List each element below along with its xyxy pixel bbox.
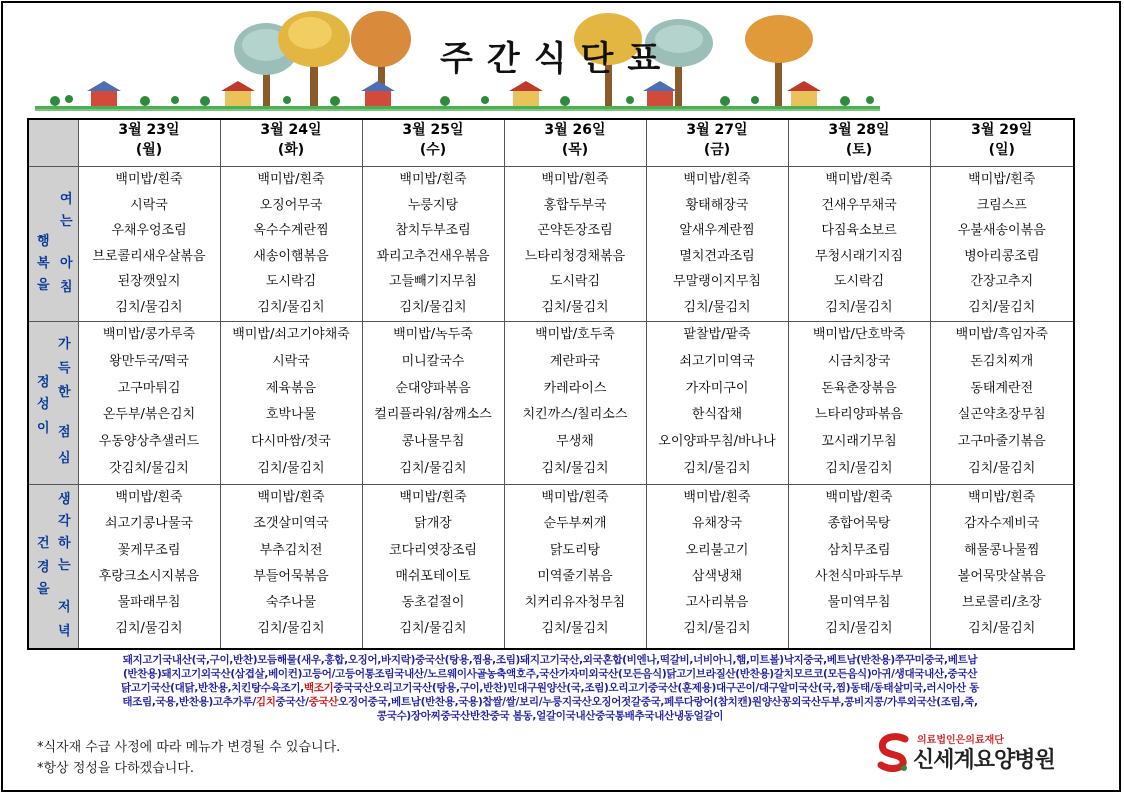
menu-item: 백미밥/녹두죽 [393, 327, 473, 342]
menu-item: 김치/물김치 [399, 460, 467, 476]
meal-cell [362, 322, 504, 485]
menu-item: 백미밥/흰죽 [825, 490, 893, 505]
corner-cell [28, 119, 78, 167]
menu-item: 김치/물김치 [399, 299, 467, 315]
label-char: 한 [58, 385, 71, 400]
menu-item: 코다리엿장조림 [389, 542, 477, 558]
menu-item: 꼬시래기무침 [821, 434, 897, 450]
origin-segment: 돼지고기국내산(국,구이,반찬)모듬해물(새우,홍합,오징어,바지락)중국산(탕용,찜용,조림)돼지고기국산,외국혼합(비엔나,떡갈비,너비아니,햄,미트볼)낙지중국,베트남(반찬용)쭈꾸미중국,베트남 [122, 654, 978, 666]
menu-item: 느타리청경채볶음 [524, 248, 626, 264]
meal-cell [930, 322, 1074, 485]
origin-segment: 오징어중국,베트남(반찬용,국용)찹쌀/쌀/보리/누룽지국산오징어젓갈중국,페루다랑어(참치캔)원양산꽁외국산두부,콩비지콩/가루외국산(조림,죽, [338, 696, 978, 708]
label-char: 성 [37, 397, 50, 412]
menu-item: 삼색냉채 [691, 568, 743, 584]
meal-cell [220, 485, 362, 649]
note-line: *식자재 수급 사정에 따라 메뉴가 변경될 수 있습니다. [37, 740, 341, 755]
menu-item: 치킨까스/칠리소스 [522, 407, 628, 423]
menu-item: 고구마줄기볶음 [957, 434, 1046, 450]
weekday-label: (월) [135, 142, 163, 158]
menu-item: 백미밥/흰죽 [541, 172, 609, 187]
label-char: 경 [37, 560, 50, 575]
menu-item: 도시락김 [265, 274, 317, 289]
meal-label-dinner [28, 485, 78, 649]
date-label: 3월 23일 [118, 122, 180, 138]
menu-item: 우불새송이볶음 [957, 223, 1046, 238]
meal-cell [504, 322, 646, 485]
meal-cell [504, 167, 646, 322]
menu-item: 백미밥/흰죽 [115, 490, 183, 505]
menu-item: 간장고추지 [970, 274, 1034, 289]
meal-row-breakfast [28, 167, 1074, 322]
meal-row-lunch [28, 322, 1074, 485]
menu-item: 유채장국 [691, 516, 743, 532]
menu-item: 삼치무조림 [827, 542, 891, 558]
meal-cell [220, 322, 362, 485]
house-icon [643, 81, 677, 107]
menu-item: 사천식마파두부 [815, 568, 903, 584]
menu-item: 감자수제비국 [964, 516, 1040, 532]
date-label: 3월 28일 [828, 122, 890, 138]
label-char: 복 [37, 256, 50, 271]
menu-item: 멸치견과조림 [679, 248, 755, 264]
menu-item: 해물콩나물찜 [964, 542, 1040, 558]
label-char: 여 [60, 192, 73, 207]
menu-item: 백미밥/흰죽 [399, 172, 467, 187]
menu-item: 백미밥/흰죽 [968, 490, 1036, 505]
menu-item: 김치/물김치 [825, 621, 893, 637]
weekday-label: (목) [561, 142, 589, 158]
menu-item: 쇠고기콩나물국 [105, 516, 193, 532]
menu-item: 고구마튀김 [117, 380, 181, 396]
day-header [646, 119, 788, 167]
menu-item: 계란파국 [549, 353, 601, 369]
day-header [788, 119, 930, 167]
meal-row-dinner [28, 485, 1074, 649]
label-char: 는 [60, 214, 73, 229]
meal-cell [78, 485, 220, 649]
origin-line [35, 709, 1065, 723]
menu-item: 알새우계란찜 [679, 223, 755, 238]
menu-item: 홍합두부국 [543, 197, 607, 213]
date-label: 3월 24일 [260, 122, 322, 138]
menu-item: 누룽지탕 [407, 197, 459, 213]
menu-item: 종합어묵탕 [827, 516, 891, 532]
menu-item: 미역줄기볶음 [537, 568, 613, 584]
note-line: *항상 정성을 다하겠습니다. [37, 761, 195, 776]
menu-item: 시금치장국 [827, 353, 891, 369]
menu-item: 시락국 [272, 353, 310, 369]
label-char: 아 [60, 256, 73, 271]
label-char: 는 [58, 558, 71, 573]
label-char: 하 [58, 536, 71, 551]
menu-item: 김치/물김치 [968, 299, 1036, 315]
label-char: 을 [37, 582, 50, 597]
menu-item: 김치/물김치 [257, 460, 325, 476]
label-char: 점 [58, 425, 71, 440]
menu-item: 제육볶음 [265, 380, 317, 396]
menu-item: 백미밥/단호박죽 [812, 327, 906, 342]
day-header [220, 119, 362, 167]
label-char: 가 [58, 337, 71, 352]
menu-item: 가자미구이 [685, 380, 749, 396]
date-label: 3월 29일 [971, 122, 1033, 138]
menu-item: 무말랭이지무침 [673, 274, 761, 289]
meal-cell [930, 167, 1074, 322]
menu-item: 새송이햄볶음 [253, 248, 329, 264]
meal-cell [646, 485, 788, 649]
origin-segment-highlight: 김치 [255, 696, 276, 708]
label-char: 을 [37, 278, 50, 293]
hospital-emblem-icon [875, 733, 913, 773]
menu-item: 컬리플라워/참깨소스 [374, 407, 492, 423]
hospital-name: 신세계요양병원 [913, 748, 1055, 773]
label-char: 정 [37, 375, 50, 390]
menu-item: 참치두부조림 [395, 223, 471, 238]
origin-segment: 중국국산오리고기국산(탕용,구이,반찬)민대구원양산(국,조림)오리고기중국산(훈제용)대구곤이/대구알미국산(국,찜)동태/동태살미국,러시아산 동 [333, 682, 980, 694]
menu-item: 고들빼기지무침 [389, 274, 477, 289]
page-title: 주간식단표 [440, 39, 675, 79]
menu-item: 백미밥/흰죽 [399, 490, 467, 505]
meal-label-lunch [28, 322, 78, 485]
house-icon [87, 81, 121, 107]
menu-item: 김치/물김치 [683, 460, 751, 476]
menu-item: 갓김치/물김치 [109, 460, 189, 476]
menu-item: 오징어무국 [259, 197, 323, 213]
menu-item: 백미밥/콩가루죽 [102, 327, 196, 342]
weekday-label: (일) [988, 142, 1015, 158]
menu-item: 도시락김 [833, 274, 885, 289]
date-label: 3월 25일 [402, 122, 464, 138]
label-char: 녁 [58, 624, 71, 639]
foundation-label: 의료법인은의료재단 [917, 735, 1004, 746]
menu-item: 오이양파무침/바나나 [658, 434, 776, 450]
weekday-label: (수) [419, 142, 447, 158]
label-char: 건 [37, 536, 50, 551]
menu-item: 순대양파볶음 [395, 380, 471, 396]
menu-item: 온두부/볶은김치 [102, 407, 196, 423]
menu-item: 김치/물김치 [968, 621, 1036, 637]
origin-segment-highlight: 백조기 [303, 682, 334, 694]
menu-item: 우동양상추샐러드 [98, 434, 200, 450]
label-char: 각 [58, 514, 71, 529]
menu-item: 카레라이스 [543, 380, 607, 396]
menu-item: 왕만두국/떡국 [109, 353, 189, 369]
menu-item: 다시마쌈/젓국 [251, 434, 331, 450]
menu-item: 조갯살미역국 [253, 516, 329, 532]
menu-item: 매쉬포테이토 [395, 568, 471, 584]
menu-item: 동초겉절이 [401, 595, 465, 611]
menu-item: 크림스프 [976, 197, 1027, 213]
menu-item: 김치/물김치 [825, 460, 893, 476]
origin-segment: 닭고기국산(대닭,반찬용,치킨탕수육조기, [120, 682, 304, 694]
menu-item: 꽃게무조림 [117, 542, 181, 558]
menu-item: 물파래무침 [117, 595, 181, 611]
menu-item: 닭개장 [414, 516, 452, 532]
meal-cell [78, 322, 220, 485]
day-header [362, 119, 504, 167]
menu-item: 실곤약초장무침 [957, 407, 1046, 423]
menu-item: 김치/물김치 [399, 621, 467, 637]
menu-item: 무청시래기지짐 [815, 248, 903, 264]
weekday-label: (토) [845, 142, 873, 158]
origin-segment: 중국산/ [275, 696, 309, 708]
menu-item: 백미밥/흰죽 [825, 172, 893, 187]
menu-item: 백미밥/호두죽 [535, 327, 615, 342]
menu-item: 시락국 [130, 197, 168, 213]
menu-item: 김치/물김치 [683, 299, 751, 315]
menu-item: 팥찰밥/팥죽 [683, 327, 751, 342]
menu-item: 닭도리탕 [549, 542, 601, 558]
menu-item: 김치/물김치 [541, 621, 609, 637]
menu-item: 물미역무침 [827, 595, 891, 611]
menu-item: 백미밥/흰죽 [115, 172, 183, 187]
meal-cell [78, 167, 220, 322]
menu-item: 된장깻잎지 [117, 274, 181, 289]
meal-cell [362, 167, 504, 322]
day-header [504, 119, 646, 167]
menu-item: 무생채 [556, 434, 594, 450]
menu-item: 백미밥/쇠고기야채죽 [232, 327, 350, 342]
menu-item: 김치/물김치 [115, 621, 183, 637]
menu-item: 황태해장국 [685, 197, 749, 213]
menu-item: 김치/물김치 [257, 299, 325, 315]
menu-item: 김치/물김치 [541, 460, 609, 476]
menu-item: 꽈리고추건새우볶음 [376, 248, 490, 264]
house-icon [361, 81, 395, 107]
menu-item: 부추김치전 [259, 542, 323, 558]
label-char: 득 [58, 361, 71, 376]
menu-item: 브로콜리새우살볶음 [92, 248, 206, 264]
menu-item: 후랑크소시지볶음 [98, 568, 200, 584]
menu-item: 김치/물김치 [257, 621, 325, 637]
day-header [78, 119, 220, 167]
house-icon [221, 81, 255, 107]
menu-item: 숙주나물 [265, 595, 317, 611]
day-header [930, 119, 1074, 167]
menu-item: 볼어묵맛살볶음 [957, 568, 1046, 584]
menu-item: 돈김치찌개 [970, 353, 1034, 369]
menu-item: 김치/물김치 [825, 299, 893, 315]
label-char: 이 [37, 421, 50, 436]
menu-item: 다짐육소보르 [821, 223, 897, 238]
meal-cell [362, 485, 504, 649]
menu-item: 동태계란전 [970, 380, 1034, 396]
menu-item: 백미밥/흰죽 [683, 490, 751, 505]
menu-item: 미니칼국수 [401, 353, 465, 369]
menu-item: 브로콜리/초장 [961, 595, 1042, 611]
menu-item: 도시락김 [549, 274, 601, 289]
menu-item: 호박나물 [265, 407, 317, 423]
menu-item: 김치/물김치 [115, 299, 183, 315]
menu-item: 백미밥/흰죽 [683, 172, 751, 187]
meal-label-breakfast [28, 167, 78, 322]
house-icon [509, 81, 543, 107]
menu-item: 고사리볶음 [685, 595, 749, 611]
footer-notes [37, 737, 340, 779]
menu-item: 오리불고기 [685, 542, 749, 558]
menu-item: 백미밥/흰죽 [257, 172, 325, 187]
origin-segment-highlight: 중국산 [308, 696, 339, 708]
meal-cell [646, 167, 788, 322]
menu-item: 순두부찌개 [543, 516, 607, 532]
meal-cell [504, 485, 646, 649]
menu-item: 김치/물김치 [541, 299, 609, 315]
menu-item: 치커리유자청무침 [524, 595, 626, 611]
origin-segment: (반찬용)돼지고기외국산(삼겹살,베이컨)고등어/고등어통조림국내산/노르웨이사골농축액호주,국산가자미외국산(모든음식)닭고기브라질산(반찬용)갈치모르코(모든음식)아귀/생대국내산,중국산 [122, 668, 978, 680]
menu-item: 김치/물김치 [968, 460, 1036, 476]
ingredient-origin-notice [35, 653, 1065, 723]
label-char: 심 [58, 451, 71, 466]
day-header-row [28, 119, 1074, 167]
menu-item: 쇠고기미역국 [679, 353, 755, 369]
meal-cell [220, 167, 362, 322]
origin-line [35, 667, 1065, 681]
weekday-label: (금) [703, 142, 731, 158]
menu-item: 우채우엉조림 [111, 223, 187, 238]
origin-line [35, 681, 1065, 695]
origin-line [35, 695, 1065, 709]
menu-item: 느타리양파볶음 [815, 407, 903, 423]
menu-item: 한식잡채 [691, 407, 743, 423]
meal-cell [930, 485, 1074, 649]
label-char: 행 [37, 234, 50, 249]
menu-item: 콩나물무침 [401, 434, 465, 450]
date-label: 3월 26일 [544, 122, 606, 138]
origin-segment: 태조림,국용,반찬용)고추가루/ [122, 696, 256, 708]
weekday-label: (화) [277, 142, 305, 158]
date-label: 3월 27일 [686, 122, 748, 138]
menu-item: 김치/물김치 [683, 621, 751, 637]
menu-item: 곤약돈장조림 [537, 223, 613, 238]
menu-item: 건새우무채국 [821, 197, 897, 213]
menu-item: 돈육춘장볶음 [821, 380, 897, 396]
menu-item: 백미밥/흰죽 [257, 490, 325, 505]
origin-line [35, 653, 1065, 667]
house-icon [787, 81, 821, 107]
meal-cell [788, 322, 930, 485]
menu-item: 백미밥/흰죽 [541, 490, 609, 505]
menu-item: 부들어묵볶음 [253, 568, 329, 584]
meal-cell [646, 322, 788, 485]
menu-page [1, 1, 1121, 792]
menu-item: 옥수수계란찜 [253, 223, 329, 238]
origin-segment: 콩국수)장아찌중국산반찬중국 봄동,얼갈이국내산중국통배추국내산냉동얼갈이 [376, 710, 724, 722]
menu-item: 병아리콩조림 [964, 248, 1040, 264]
label-char: 저 [58, 600, 71, 615]
label-char: 생 [58, 492, 71, 507]
label-char: 침 [60, 280, 73, 295]
meal-cell [788, 167, 930, 322]
meal-cell [788, 485, 930, 649]
hospital-logo [875, 731, 1065, 775]
weekly-menu-table [27, 118, 1075, 650]
menu-item: 백미밥/흰죽 [968, 172, 1036, 187]
menu-item: 백미밥/흑임자죽 [955, 327, 1048, 342]
